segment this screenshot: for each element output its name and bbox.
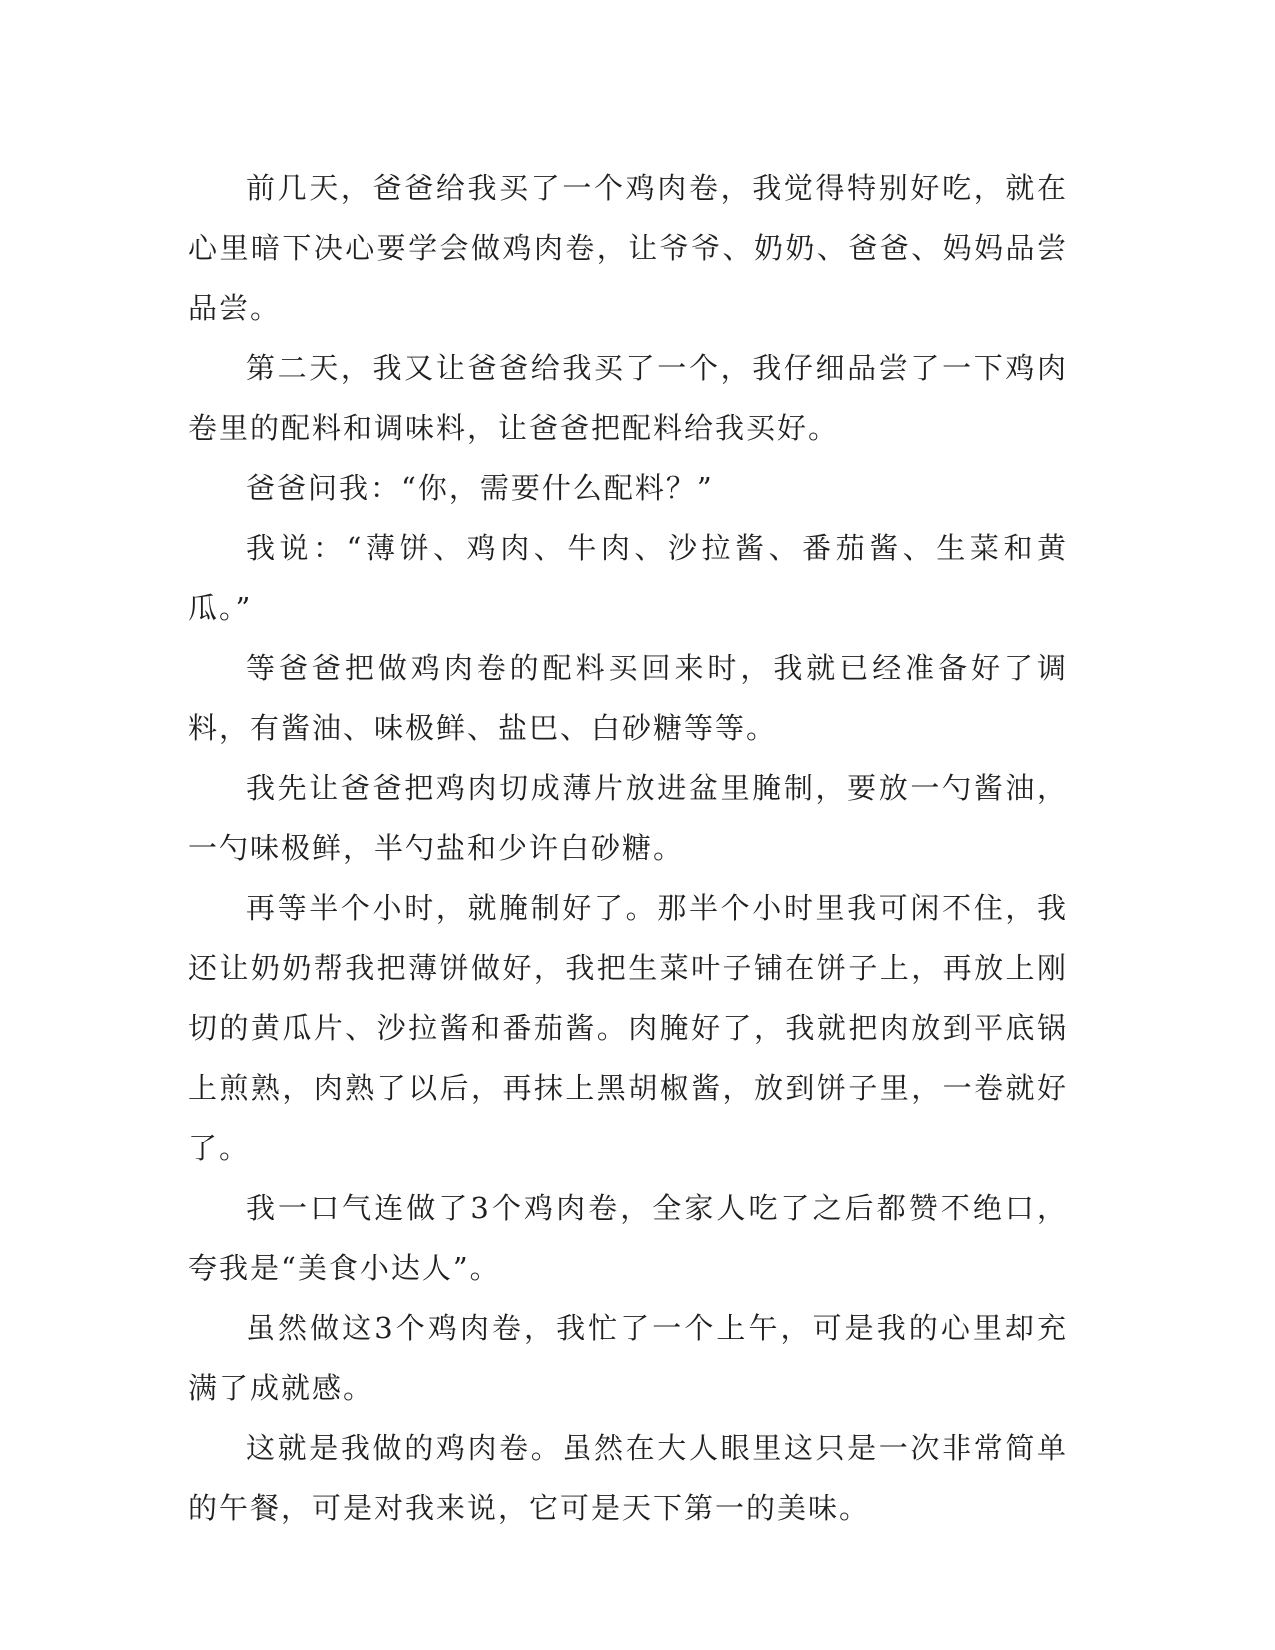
essay-body xyxy=(188,158,1068,1538)
paragraph-9: 虽然做这3个鸡肉卷，我忙了一个上午，可是我的心里却充满了成就感。 xyxy=(188,1311,1068,1405)
paragraph-4: 我说：“薄饼、鸡肉、牛肉、沙拉酱、番茄酱、生菜和黄瓜。” xyxy=(188,531,1068,625)
paragraph-1: 前几天，爸爸给我买了一个鸡肉卷，我觉得特别好吃，就在心里暗下决心要学会做鸡肉卷，让爷爷、奶奶、爸爸、妈妈品尝品尝。 xyxy=(188,171,1068,325)
paragraph-8: 我一口气连做了3个鸡肉卷，全家人吃了之后都赞不绝口，夸我是“美食小达人”。 xyxy=(188,1191,1068,1285)
paragraph-10: 这就是我做的鸡肉卷。虽然在大人眼里这只是一次非常简单的午餐，可是对我来说，它可是天下第一的美味。 xyxy=(188,1431,1068,1525)
paragraph-5: 等爸爸把做鸡肉卷的配料买回来时，我就已经准备好了调料，有酱油、味极鲜、盐巴、白砂糖等等。 xyxy=(188,651,1068,745)
paragraph-3: 爸爸问我：“你，需要什么配料？” xyxy=(246,471,714,505)
paragraph-2: 第二天，我又让爸爸给我买了一个，我仔细品尝了一下鸡肉卷里的配料和调味料，让爸爸把配料给我买好。 xyxy=(188,351,1068,445)
paragraph-6: 我先让爸爸把鸡肉切成薄片放进盆里腌制，要放一勺酱油，一勺味极鲜，半勺盐和少许白砂糖。 xyxy=(188,771,1068,865)
paragraph-7: 再等半个小时，就腌制好了。那半个小时里我可闲不住，我还让奶奶帮我把薄饼做好，我把生菜叶子铺在饼子上，再放上刚切的黄瓜片、沙拉酱和番茄酱。肉腌好了，我就把肉放到平底锅上煎熟，肉熟了以后，再抹上黑胡椒酱，放到饼子里，一卷就好了。 xyxy=(188,891,1068,1165)
